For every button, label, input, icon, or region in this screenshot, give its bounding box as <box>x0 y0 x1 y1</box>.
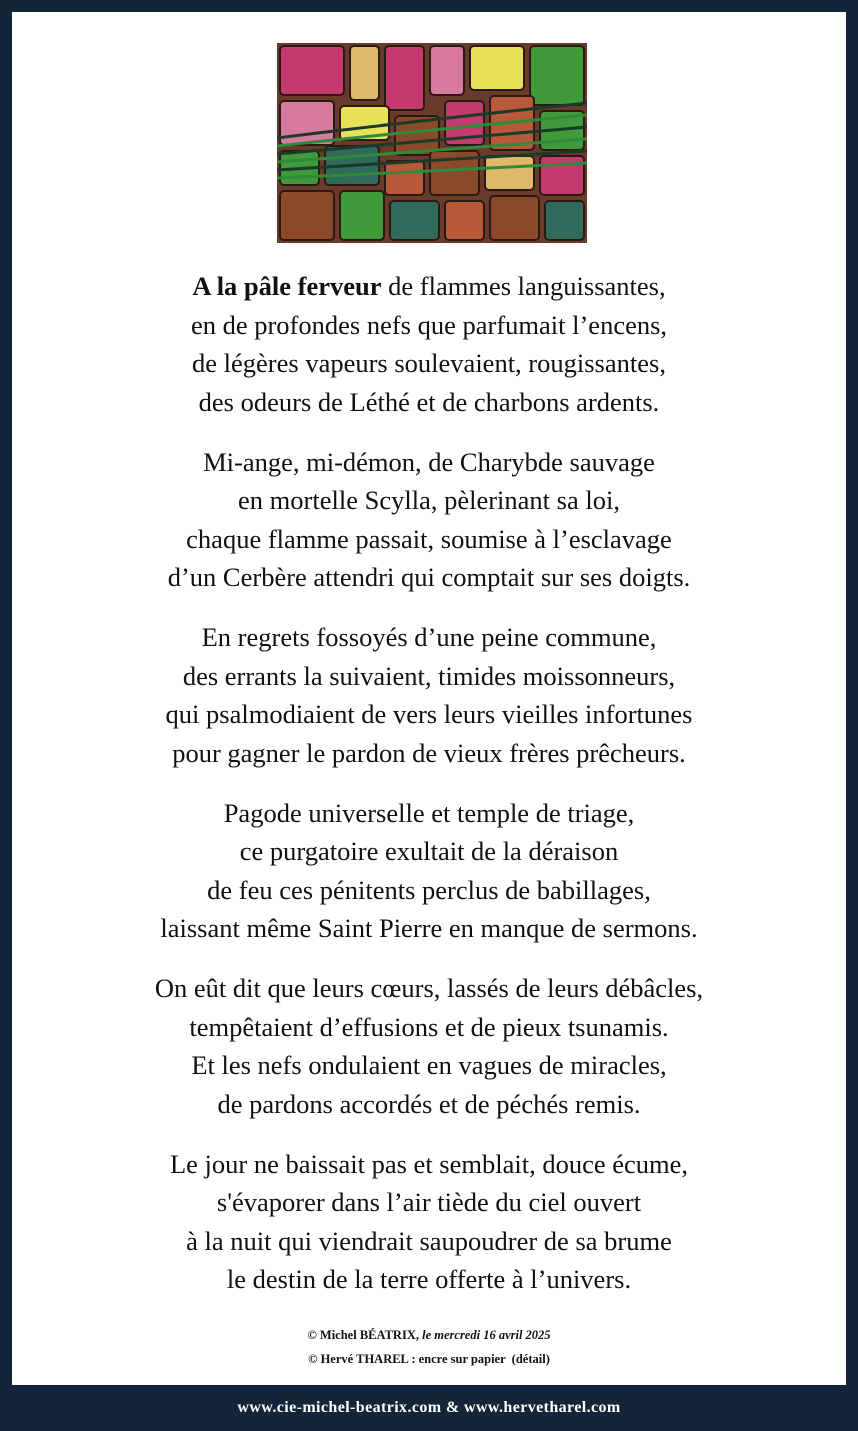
poem-text <box>12 267 846 1320</box>
mosaic-tile <box>470 46 524 90</box>
mosaic-tile <box>340 191 384 240</box>
poem-line-text: tempêtaient d’effusions et de pieux tsunamis. <box>189 1011 669 1042</box>
mosaic-tile <box>390 201 439 240</box>
mosaic-tile <box>280 101 334 145</box>
poem-line-text: Et les nefs ondulaient en vagues de miracles, <box>191 1050 667 1080</box>
poem-line-text: Mi-ange, mi-démon, de Charybde sauvage <box>203 446 655 477</box>
poem-card <box>12 12 846 1385</box>
poem-line <box>12 344 846 383</box>
poem-line-text: à la nuit qui viendrait saupoudrer de sa brume <box>186 1225 672 1256</box>
poem-line <box>12 969 846 1008</box>
poem-date: le mercredi 16 avril 2025 <box>422 1328 551 1342</box>
mosaic-tile <box>430 46 464 95</box>
mosaic-tile <box>385 161 424 195</box>
poem-line <box>12 1085 846 1124</box>
poem-line <box>12 832 846 871</box>
poem-line-text: de feu ces pénitents perclus de babillages, <box>207 874 651 905</box>
poem-line <box>12 443 846 482</box>
poem-line <box>12 267 846 306</box>
poem-line <box>12 871 846 910</box>
poem-line-text: des odeurs de Léthé et de charbons ardents. <box>198 386 660 417</box>
mosaic-tile <box>485 156 534 190</box>
poem-line <box>12 1008 846 1047</box>
poem-line <box>12 909 846 948</box>
stanza <box>12 1145 846 1299</box>
stanza <box>12 794 846 948</box>
stanza <box>12 969 846 1123</box>
stanza <box>12 267 846 421</box>
poem-line-text: qui psalmodiaient de vers leurs vieilles infortunes <box>165 699 693 729</box>
mosaic-tile <box>280 191 334 240</box>
poem-line-text: On eût dit que leurs cœurs, lassés de leurs débâcles, <box>154 973 704 1003</box>
poem-line <box>12 306 846 345</box>
poem-line-text: de pardons accordés et de péchés remis. <box>217 1088 641 1119</box>
mosaic-tile <box>540 156 584 195</box>
poem-line-text: en mortelle Scylla, pèlerinant sa loi, <box>238 485 620 515</box>
poem-line-text: le destin de la terre offerte à l’univers. <box>226 1264 632 1294</box>
poem-line <box>12 734 846 773</box>
artwork-image <box>277 43 587 243</box>
poem-line-text: En regrets fossoyés d’une peine commune, <box>201 622 657 652</box>
mosaic-tile <box>280 46 344 95</box>
poem-line <box>12 657 846 696</box>
abstract-painting-icon <box>277 43 587 243</box>
mosaic-tile <box>545 201 584 240</box>
poem-line <box>12 1260 846 1299</box>
poem-line <box>12 618 846 657</box>
stanza <box>12 443 846 597</box>
mosaic-tile <box>490 196 539 240</box>
poem-line-text: ce purgatoire exultait de la déraison <box>239 836 619 866</box>
poem-line <box>12 383 846 422</box>
credits <box>12 1323 846 1371</box>
stanza <box>12 618 846 772</box>
poem-line-text: pour gagner le pardon de vieux frères prêcheurs. <box>172 737 686 768</box>
poem-line <box>12 794 846 833</box>
poem-line-text: s'évaporer dans l’air tiède du ciel ouvert <box>216 1187 642 1217</box>
poem-line-text: laissant même Saint Pierre en manque de sermons. <box>160 913 698 943</box>
poem-line <box>12 481 846 520</box>
mosaic-tile <box>530 46 584 105</box>
poem-line-text: de flammes languissantes, <box>381 271 666 301</box>
poem-line-text: chaque flamme passait, soumise à l’esclavage <box>186 523 672 554</box>
poem-line-text: Le jour ne baissait pas et semblait, douce écume, <box>169 1148 689 1179</box>
poem-line <box>12 520 846 559</box>
poem-line <box>12 1222 846 1261</box>
poem-line-text: Pagode universelle et temple de triage, <box>223 797 635 828</box>
artwork-credit: © Hervé THAREL : encre sur papier (détail) <box>308 1352 550 1366</box>
poem-line <box>12 1145 846 1184</box>
poem-line <box>12 695 846 734</box>
author-credit <box>12 1323 846 1347</box>
mosaic-tile <box>445 201 484 240</box>
poem-line <box>12 558 846 597</box>
poem-title-words: A la pâle ferveur <box>192 271 382 301</box>
footer-websites[interactable]: www.cie-michel-beatrix.com & www.hervetharel.com <box>237 1399 621 1416</box>
author-name: © Michel BÉATRIX, <box>307 1328 423 1342</box>
poem-line-text: en de profondes nefs que parfumait l’encens, <box>190 309 668 340</box>
mosaic-tile <box>350 46 379 100</box>
poem-line-text: des errants la suivaient, timides moissonneurs, <box>182 660 676 691</box>
poem-line-text: de légères vapeurs soulevaient, rougissantes, <box>192 348 666 378</box>
poem-line <box>12 1046 846 1085</box>
poem-line-text: d’un Cerbère attendri qui comptait sur ses doigts. <box>167 562 691 592</box>
poem-line <box>12 1183 846 1222</box>
mosaic-tile <box>385 46 424 110</box>
